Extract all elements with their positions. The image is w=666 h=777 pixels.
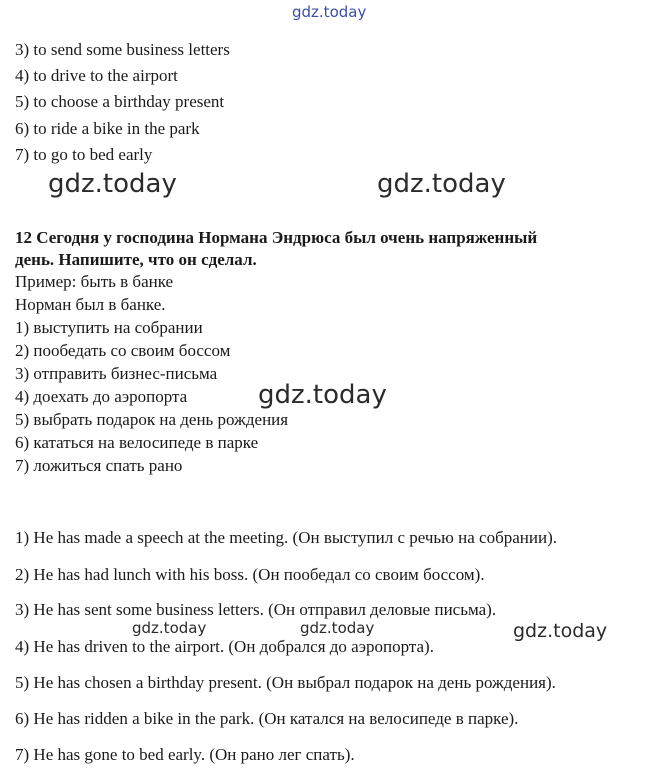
list-item: 5) to choose a birthday present — [15, 92, 225, 111]
watermark-top: gdz.today — [292, 3, 367, 21]
task-item: 1) выступить на собрании — [15, 318, 203, 337]
example-answer: Норман был в банке. — [15, 295, 166, 314]
list-item: 4) to drive to the airport — [15, 66, 178, 85]
task-item: 6) кататься на велосипеде в парке — [15, 433, 259, 452]
answer-line: 1) He has made a speech at the meeting. (Он выступил с речью на собрании). — [15, 528, 557, 547]
list-item: 7) to go to bed early — [15, 145, 153, 164]
answer-line: 3) He has sent some business letters. (Он отправил деловые письма). — [15, 600, 497, 619]
task-item: 4) доехать до аэропорта — [15, 387, 188, 406]
answer-line: 2) He has had lunch with his boss. (Он пообедал со своим боссом). — [15, 565, 485, 584]
list-item: 3) to send some business letters — [15, 40, 230, 59]
answer-line: 4) He has driven to the airport. (Он добрался до аэропорта). — [15, 637, 434, 656]
exercise-heading: день. Напишите, что он сделал. — [15, 250, 257, 269]
exercise-heading: 12 Сегодня у господина Нормана Эндрюса был очень напряженный — [15, 228, 538, 247]
answer-line: 7) He has gone to bed early. (Он рано лег спать). — [15, 745, 355, 764]
watermark: gdz.today — [48, 169, 177, 199]
watermark: gdz.today — [132, 619, 207, 637]
answer-line: 5) He has chosen a birthday present. (Он выбрал подарок на день рождения). — [15, 673, 556, 692]
task-item: 5) выбрать подарок на день рождения — [15, 410, 289, 429]
list-item: 6) to ride a bike in the park — [15, 119, 200, 138]
task-item: 3) отправить бизнес-письма — [15, 364, 218, 383]
task-item: 2) пообедать со своим боссом — [15, 341, 231, 360]
example-label: Пример: быть в банке — [15, 272, 174, 291]
watermark: gdz.today — [513, 620, 608, 642]
task-item: 7) ложиться спать рано — [15, 456, 183, 475]
watermark: gdz.today — [300, 619, 375, 637]
answer-line: 6) He has ridden a bike in the park. (Он катался на велосипеде в парке). — [15, 709, 519, 728]
watermark: gdz.today — [258, 380, 387, 410]
watermark: gdz.today — [377, 169, 506, 199]
